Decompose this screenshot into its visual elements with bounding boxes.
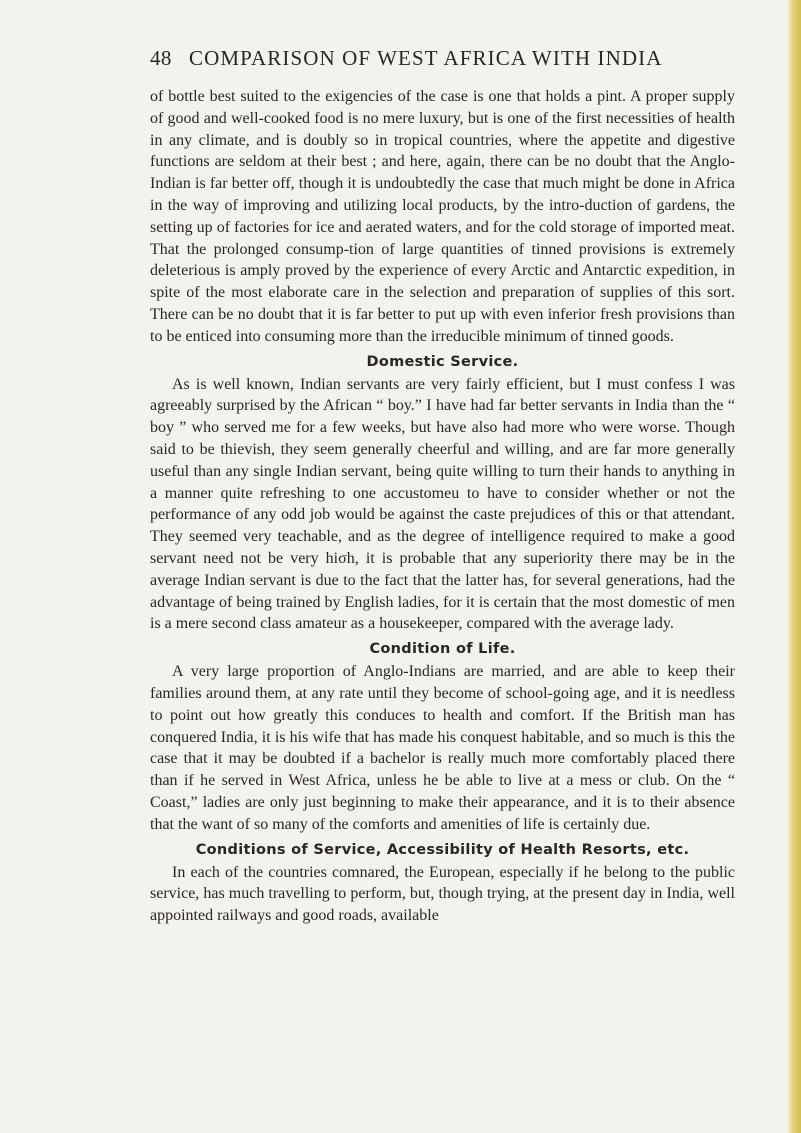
- body-text: [150, 86, 735, 927]
- paragraph-condition-of-life: A very large proportion of Anglo-Indians are married, and are able to keep their families around them, at any rate until they become of school-going age, and it is needless to point out how greatly this conduces to health and comfort. If the British man has conquered India, it is his wife that has made his conquest habitable, and so much is this the case that it may be doubted if a bachelor is really much more comfortably placed there than if he served in West Africa, unless he be able to live at a mess or club. On the “ Coast,” ladies are only just beginning to make their appearance, and it is to their absence that the want of so many of the comforts and amenities of life is certainly due.: [150, 663, 735, 833]
- paragraph-servants: As is well known, Indian servants are very fairly efficient, but I must confess I was agreeably surprised by the African “ boy.” I have had far better servants in India than the “ boy ” who served me for a few weeks, but have also had more who were worse. Though said to be thievish, they seem generally cheerful and willing, and are far more generally useful than any single Indian servant, being quite willing to turn their hands to anything in a manner quite refreshing to one accustomeu to have to consider whether or not the performance of any odd job would be against the caste prejudices of this or that attendant. They seemed very teachable, and as the degree of intelligence required to make a good servant need not be very hiσh, it is probable that any superiority there may be in the average Indian servant is due to the fact that the latter has, for several generations, had the advantage of being trained by English ladies, for it is certain that the most domestic of men is a mere second class amateur as a housekeeper, compared with the average lady.: [150, 375, 735, 633]
- paragraph-food: of bottle best suited to the exigencies of the case is one that holds a pint. A proper supply of good and well-cooked food is no mere luxury, but is one of the first necessities of health in any climate, and is doubly so in tropical countries, where the appetite and digestive functions are seldom at their best ; and here, again, there can be no doubt that the Anglo-Indian is far better off, though it is undoubtedly the case that much might be done in Africa in the way of improving and utilizing local products, by the intro-duction of gardens, the setting up of factories for ice and aerated waters, and for the cold storage of imported meat. That the prolonged consump-tion of large quantities of tinned provisions is extremely deleterious is amply proved by the experience of every Arctic and Antarctic expedition, in spite of the most elaborate care in the selection and preparation of supplies of this sort. There can be no doubt that it is far better to put up with even inferior fresh provisions than to be enticed into consuming more than the irreducible minimum of tinned goods.: [150, 88, 735, 345]
- paragraph-conditions-of-service: In each of the countries comnared, the European, especially if he belong to the public service, has much travelling to perform, but, though trying, at the present day in India, well appointed railways and good roads, available: [150, 863, 735, 925]
- page-edge: [787, 0, 801, 1133]
- section-heading-domestic-service: Domestic Service.: [366, 353, 519, 370]
- running-title: COMPARISON OF WEST AFRICA WITH INDIA: [189, 46, 663, 70]
- section-heading-condition-of-life: Condition of Life.: [369, 641, 516, 658]
- page-number: 48: [150, 46, 172, 70]
- section-heading-conditions-of-service: Conditions of Service, Accessibility of Health Resorts, etc.: [195, 841, 690, 858]
